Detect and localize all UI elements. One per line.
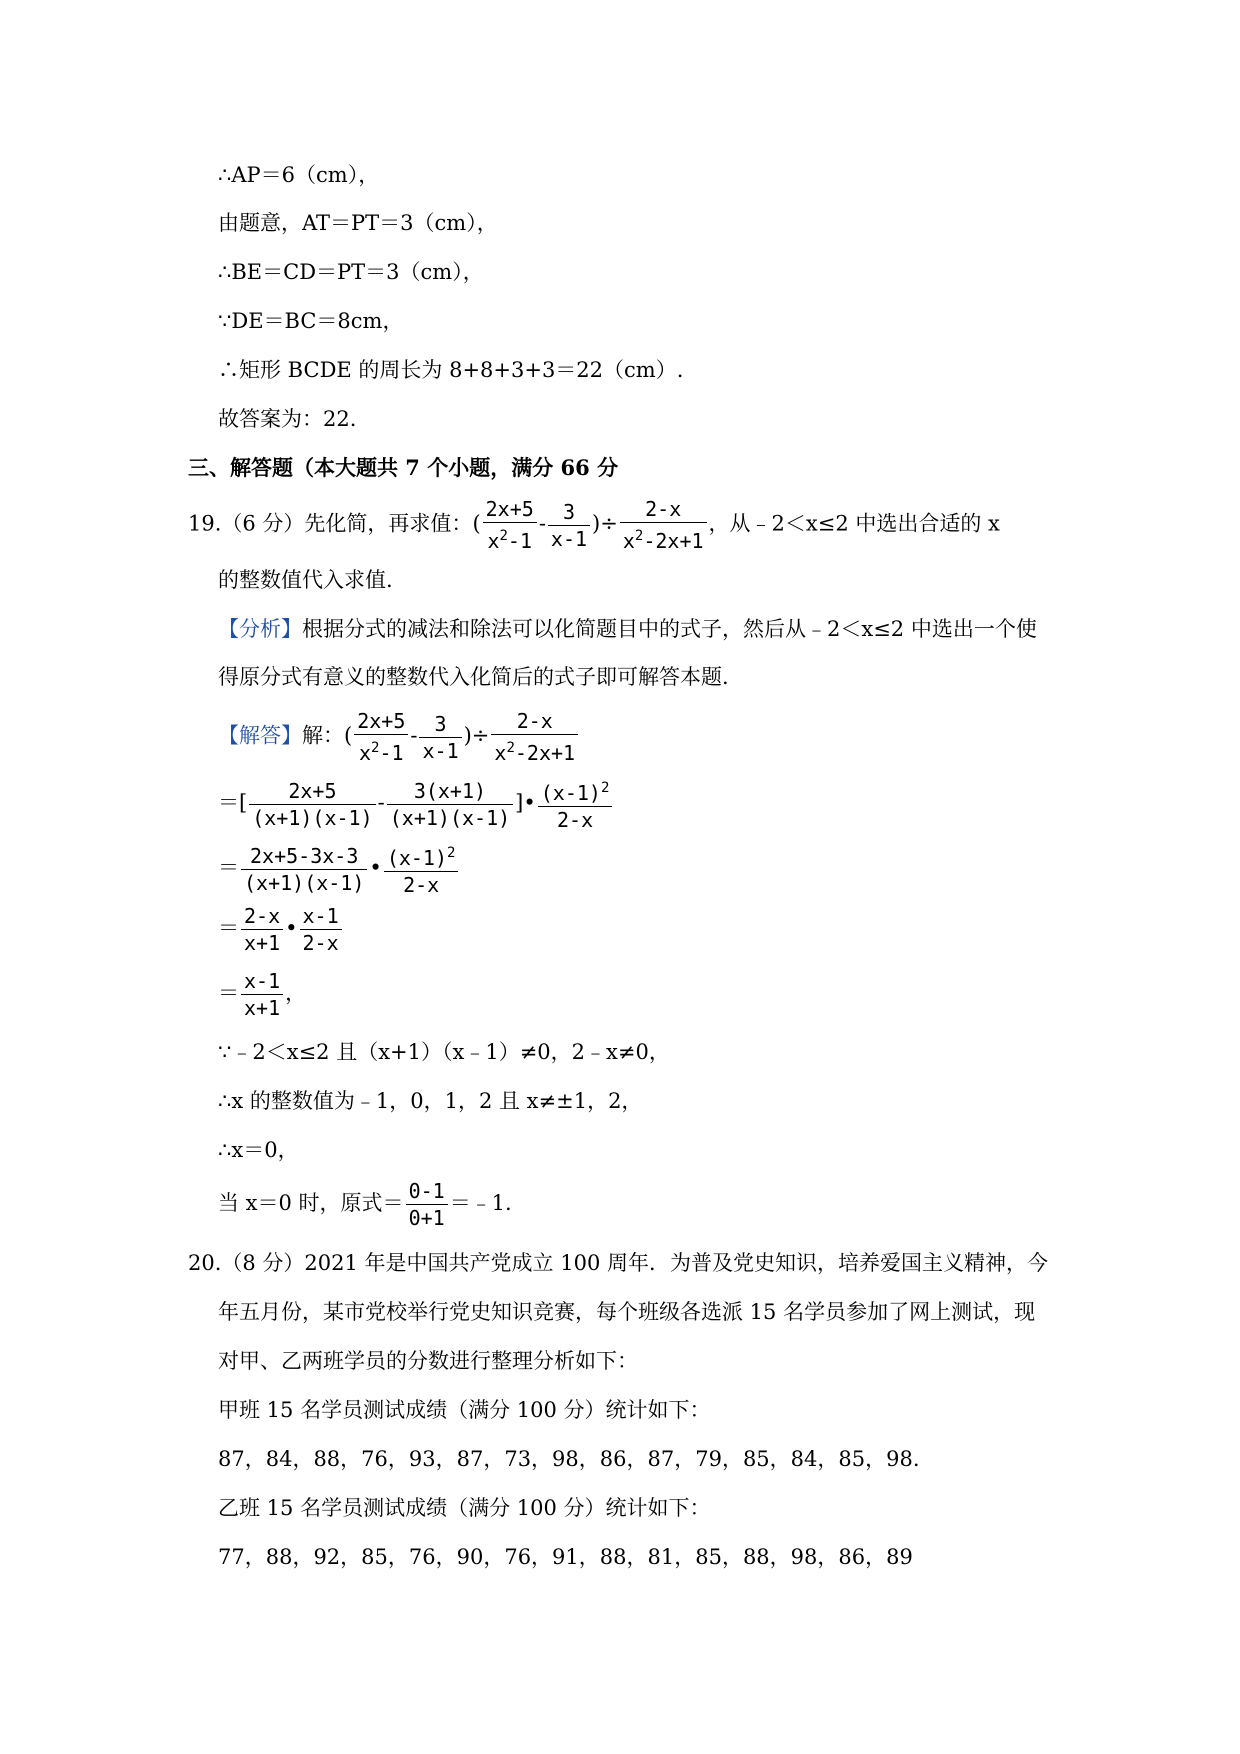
fraction: $\frac{0-1}{0+1}$ <box>406 1178 448 1231</box>
fraction: $\frac{3}{x-1}$ <box>548 499 590 552</box>
fraction: $\frac{x-1}{2-x}$ <box>300 903 342 956</box>
q20-line-3: 对甲、乙两班学员的分数进行整理分析如下： <box>218 1349 638 1373</box>
fraction: $\frac{3}{x-1}$ <box>419 711 461 764</box>
q20-class-a-title: 甲班 15 名学员测试成绩（满分 100 分）统计如下： <box>218 1398 711 1422</box>
answer-tag: 【解答】 <box>218 723 302 748</box>
fraction: $\frac{2-x}{x+1}$ <box>241 903 283 956</box>
q20-class-b-scores: 77，88，92，85，76，90，76，91，88，81，85，88，98，86，89 <box>218 1545 913 1569</box>
q19-step-3: ＝ $\frac{2-x}{x+1}$ • $\frac{x-1}{2-x}$ <box>218 903 344 956</box>
fraction: $\frac{2x+5}{(x+1)(x-1)}$ <box>249 778 375 831</box>
q20-class-a-scores: 87，84，88，76，93，87，73，98，86，87，79，85，84，85，98. <box>218 1447 920 1471</box>
q19-step-2: ＝ $\frac{2x+5-3x-3}{(x+1)(x-1)}$ • $\frac{(x-1)^2}{2-x}$ <box>218 840 460 898</box>
q19-number: 19.（6 分）先化简，再求值： <box>188 511 473 536</box>
q19-step-1: ＝[ $\frac{2x+5}{(x+1)(x-1)}$ - $\frac{3(x+1)}{(x+1)(x-1)}$ ]• $\frac{(x-1)^2}{2-x}$ <box>218 775 614 833</box>
fraction: $\frac{2x+5}{x^2-1}$ <box>483 496 537 554</box>
q19-step-4: ＝ $\frac{x-1}{x+1}$ ， <box>218 969 307 1020</box>
fraction: $\frac{x-1}{x+1}$ <box>241 968 283 1021</box>
fraction: $\frac{3(x+1)}{(x+1)(x-1)}$ <box>387 778 513 831</box>
prev-line-5: ∴矩形 BCDE 的周长为 8+8+3+3＝22（cm）. <box>218 358 684 382</box>
q19-analysis-line-1: 【分析】根据分式的减法和除法可以化简题目中的式子，然后从﹣2＜x≤2 中选出一个使 <box>218 617 1037 641</box>
q19-statement: 19.（6 分）先化简，再求值：( $\frac{2x+5}{x^2-1}$ - $\frac{3}{x-1}$ )÷ $\frac{2-x}{x^2-2x+1}$ ，从﹣2＜x≤2 中选出合适的 x <box>188 497 1000 553</box>
prev-line-2: 由题意，AT＝PT＝3（cm）， <box>218 211 498 235</box>
fraction: $\frac{2-x}{x^2-2x+1}$ <box>491 708 578 766</box>
analysis-tag: 【分析】 <box>218 617 302 641</box>
prev-line-4: ∵DE＝BC＝8cm， <box>218 309 404 333</box>
q19-final-value: 当 x＝0 时，原式＝ $\frac{0-1}{0+1}$ ＝﹣1. <box>218 1179 512 1230</box>
q19-analysis-line-2: 得原分式有意义的整数代入化简后的式子即可解答本题. <box>218 665 729 689</box>
q19-condition-3: ∴x＝0， <box>218 1138 299 1162</box>
fraction: $\frac{2x+5-3x-3}{(x+1)(x-1)}$ <box>241 843 367 896</box>
prev-line-6: 故答案为：22. <box>218 407 357 431</box>
q20-line-1: 20.（8 分）2021 年是中国共产党成立 100 周年．为普及党史知识，培养爱国主义精神，今 <box>188 1251 1048 1275</box>
q19-condition-1: ∵﹣2＜x≤2 且（x+1）（x﹣1）≠0，2﹣x≠0， <box>218 1040 670 1064</box>
q19-condition-2: ∴x 的整数值为﹣1，0，1，2 且 x≠±1，2， <box>218 1089 643 1113</box>
q20-line-2: 年五月份，某市党校举行党史知识竞赛，每个班级各选派 15 名学员参加了网上测试，现 <box>218 1300 1036 1324</box>
fraction: $\frac{(x-1)^2}{2-x}$ <box>538 775 613 833</box>
fraction: $\frac{2x+5}{x^2-1}$ <box>354 708 408 766</box>
fraction: $\frac{2-x}{x^2-2x+1}$ <box>620 496 707 554</box>
q19-line-2: 的整数值代入求值. <box>218 568 393 592</box>
q20-class-b-title: 乙班 15 名学员测试成绩（满分 100 分）统计如下： <box>218 1496 711 1520</box>
section-title: 三、解答题（本大题共 7 个小题，满分 66 分 <box>188 455 619 480</box>
fraction: $\frac{(x-1)^2}{2-x}$ <box>384 840 459 898</box>
prev-line-1: ∴AP＝6（cm）， <box>218 163 380 187</box>
prev-line-3: ∴BE＝CD＝PT＝3（cm）， <box>218 260 484 284</box>
q19-answer-line: 【解答】解：( $\frac{2x+5}{x^2-1}$ - $\frac{3}{x-1}$ )÷ $\frac{2-x}{x^2-2x+1}$ <box>218 708 580 766</box>
